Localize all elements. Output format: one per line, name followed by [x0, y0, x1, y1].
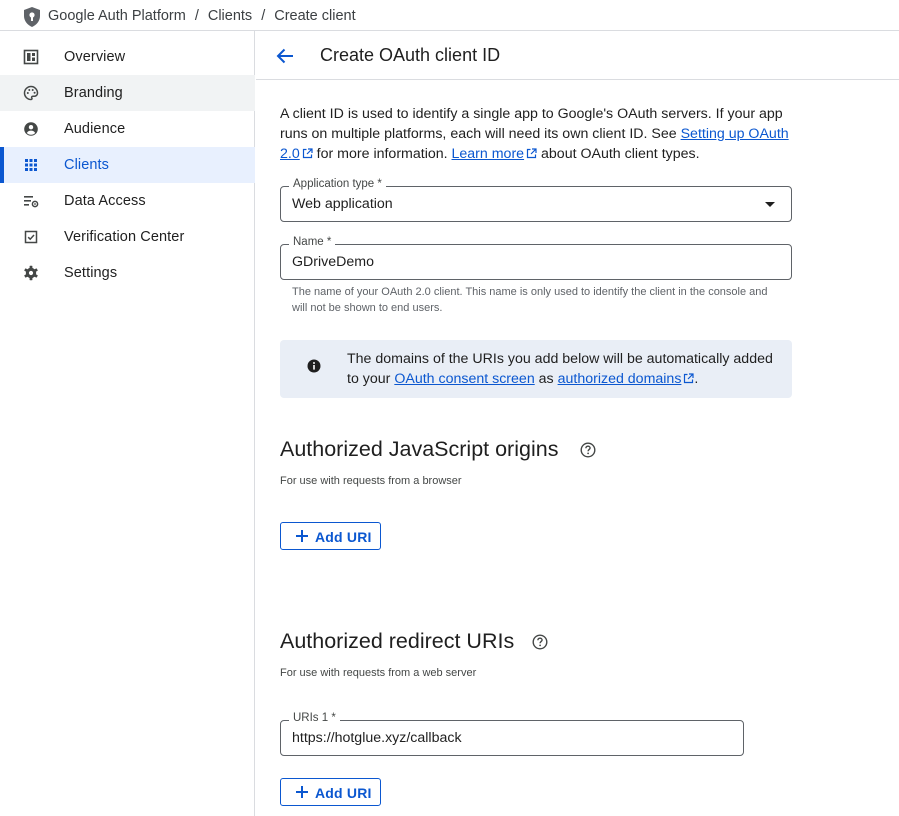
- redirect-uri-field[interactable]: [280, 712, 744, 756]
- sidebar-item-audience[interactable]: [0, 111, 255, 147]
- name-hint: The name of your OAuth 2.0 client. This name is only used to identify the client in the console and will not be shown to end users.: [292, 286, 768, 314]
- shield-keyhole-icon: [22, 6, 42, 28]
- sidebar-item-label: Clients: [64, 157, 110, 173]
- apps-grid-icon: [23, 157, 39, 173]
- redirect-uri-input[interactable]: [292, 730, 732, 746]
- oauth-consent-screen-link[interactable]: OAuth consent screen: [394, 371, 535, 387]
- sidebar-item-data-access[interactable]: [0, 183, 255, 219]
- info-banner: [280, 340, 792, 398]
- dropdown-arrow-icon: [765, 202, 775, 207]
- external-link-icon: [302, 148, 313, 159]
- sidebar-item-label: Branding: [64, 85, 123, 101]
- info-text-part: The domains of the URIs you add below will be automatically added to your: [347, 351, 773, 387]
- name-input[interactable]: [292, 254, 732, 270]
- external-link-icon: [683, 373, 694, 384]
- page-header: [256, 31, 899, 80]
- add-uri-label: Add URI: [315, 785, 372, 801]
- dashboard-icon: [23, 49, 39, 65]
- sidebar-item-label: Audience: [64, 121, 126, 137]
- intro-text: [280, 104, 800, 164]
- js-origins-subtitle: For use with requests from a browser: [280, 475, 462, 487]
- js-origins-title: Authorized JavaScript origins: [280, 437, 559, 461]
- breadcrumb-separator: /: [261, 8, 266, 24]
- application-type-value: Web application: [292, 196, 393, 212]
- info-banner-text: [347, 349, 777, 389]
- setting-up-oauth-link[interactable]: Setting up OAuth 2.0: [280, 126, 789, 162]
- top-bar: [0, 0, 899, 31]
- sidebar-item-label: Overview: [64, 49, 126, 65]
- sidebar-item-label: Settings: [64, 265, 118, 281]
- palette-icon: [23, 85, 39, 101]
- info-text-part: .: [694, 371, 699, 387]
- intro-text-part: for more information.: [312, 146, 452, 162]
- account-circle-icon: [23, 121, 39, 137]
- plus-icon: [295, 529, 309, 543]
- breadcrumb-clients[interactable]: Clients: [207, 8, 253, 24]
- breadcrumb-google-auth-platform[interactable]: Google Auth Platform: [48, 8, 186, 24]
- verified-checkbox-icon: [23, 229, 39, 245]
- sidebar-item-branding[interactable]: [0, 75, 255, 111]
- help-icon[interactable]: [580, 442, 596, 458]
- name-field[interactable]: [280, 236, 792, 280]
- learn-more-link[interactable]: Learn more: [451, 146, 525, 162]
- external-link-icon: [526, 148, 537, 159]
- sidebar-item-verification-center[interactable]: [0, 219, 255, 255]
- sidebar-item-settings[interactable]: [0, 255, 255, 291]
- name-label: Name *: [289, 236, 335, 248]
- intro-text-part: A client ID is used to identify a single app to Google's OAuth servers. If your app runs on multiple platforms, each will need its own client ID. See: [280, 106, 783, 142]
- gear-icon: [23, 265, 39, 281]
- intro-text-part: about OAuth client types.: [537, 146, 700, 162]
- sidebar-item-label: Data Access: [64, 193, 146, 209]
- breadcrumb: [48, 8, 356, 24]
- back-arrow-icon[interactable]: [274, 45, 296, 67]
- sidebar-item-label: Verification Center: [64, 229, 185, 245]
- redirect-uris-subtitle: For use with requests from a web server: [280, 667, 477, 679]
- help-icon[interactable]: [532, 634, 548, 650]
- data-settings-icon: [23, 193, 39, 209]
- breadcrumb-separator: /: [194, 8, 199, 24]
- application-type-label: Application type *: [289, 178, 386, 190]
- info-text-part: as: [534, 371, 558, 387]
- breadcrumb-create-client: Create client: [274, 8, 356, 24]
- add-js-origin-uri-button[interactable]: [280, 522, 381, 550]
- add-uri-label: Add URI: [315, 529, 372, 545]
- info-icon: [307, 359, 321, 373]
- authorized-domains-link[interactable]: authorized domains: [557, 371, 682, 387]
- sidebar-item-clients[interactable]: [0, 147, 255, 183]
- plus-icon: [295, 785, 309, 799]
- sidebar: [0, 31, 255, 816]
- add-redirect-uri-button[interactable]: [280, 778, 381, 806]
- redirect-uri-label: URIs 1 *: [289, 712, 340, 724]
- application-type-select[interactable]: [280, 178, 792, 222]
- main-content: [256, 31, 899, 816]
- sidebar-item-overview[interactable]: [0, 39, 255, 75]
- redirect-uris-title: Authorized redirect URIs: [280, 629, 515, 653]
- page-title: Create OAuth client ID: [320, 45, 501, 65]
